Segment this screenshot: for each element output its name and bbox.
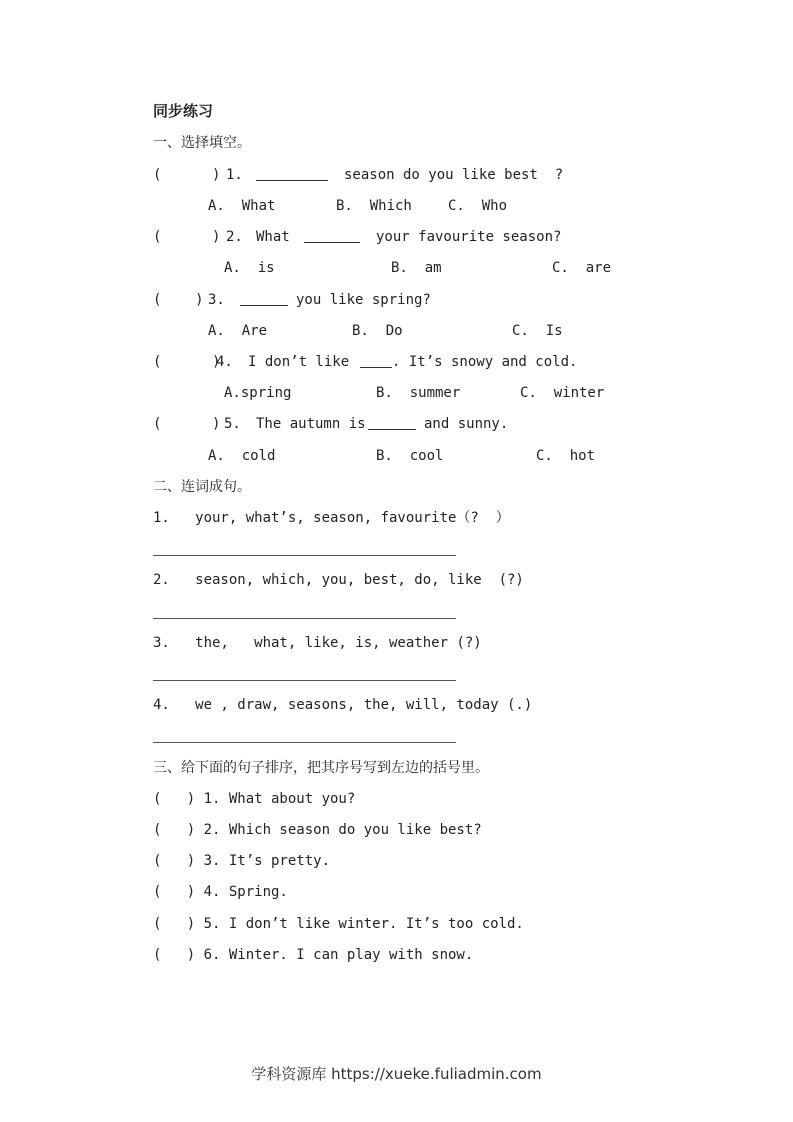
q1-option-b: B. Which [336, 198, 412, 214]
q5-option-b: B. cool [376, 448, 444, 464]
q5-text-after: and sunny. [424, 416, 509, 432]
q5-text-before: The autumn is [256, 416, 366, 432]
q2-option-a: A. is [224, 260, 275, 276]
section3-item-6: ( ) 6. Winter. I can play with snow. [153, 947, 474, 963]
q4-text-before: I don’t like [248, 354, 350, 370]
q4-option-a: A.spring [224, 385, 292, 401]
section1-heading: 一、选择填空。 [153, 135, 251, 151]
section3-item-3: ( ) 3. It’s pretty. [153, 853, 331, 869]
q2-text-after: your favourite season? [376, 229, 562, 245]
q3-number: 3. [208, 292, 225, 308]
section3-item-4: ( ) 4. Spring. [153, 884, 288, 900]
q5-number: 5. [224, 416, 241, 432]
q4-option-c: C. winter [520, 385, 605, 401]
q2-text-before: What [256, 229, 290, 245]
footer-source: 学科资源库 https://xueke.fuliadmin.com [251, 1065, 542, 1083]
section3-item-5: ( ) 5. I don’t like winter. It’s too cold. [153, 916, 524, 932]
page-title: 同步练习 [153, 102, 214, 120]
q3-blank[interactable] [240, 291, 288, 306]
q4-paren: ( ) [153, 354, 221, 370]
q1-number: 1. [226, 167, 243, 183]
q5-option-a: A. cold [208, 448, 276, 464]
q4-blank[interactable] [360, 353, 392, 368]
q4-number: 4. [216, 354, 233, 370]
q1-option-c: C. Who [448, 198, 508, 214]
section3-heading: 三、给下面的句子排序，把其序号写到左边的括号里。 [153, 760, 489, 776]
q4-option-b: B. summer [376, 385, 461, 401]
answer-line-4[interactable] [153, 742, 456, 743]
q3-option-b: B. Do [352, 323, 403, 339]
q3-text-after: you like spring? [296, 292, 431, 308]
q2-option-c: C. are [552, 260, 612, 276]
answer-line-1[interactable] [153, 555, 456, 556]
q3-option-c: C. Is [512, 323, 563, 339]
section2-item-4: 4. we , draw, seasons, the, will, today (.) [153, 697, 533, 713]
q2-paren: ( ) [153, 229, 221, 245]
section3-item-1: ( ) 1. What about you? [153, 791, 356, 807]
q5-blank[interactable] [368, 415, 416, 430]
q1-blank[interactable] [256, 166, 328, 181]
q2-number: 2. [226, 229, 243, 245]
section3-item-2: ( ) 2. Which season do you like best? [153, 822, 482, 838]
section2-item-1: 1. your, what’s, season, favourite（? ） [153, 510, 510, 526]
q5-paren: ( ) [153, 416, 221, 432]
q5-option-c: C. hot [536, 448, 596, 464]
q2-blank[interactable] [304, 228, 360, 243]
section2-item-2: 2. season, which, you, best, do, like (?) [153, 572, 524, 588]
q1-paren: ( ) [153, 167, 221, 183]
q3-option-a: A. Are [208, 323, 268, 339]
q4-text-after: . It’s snowy and cold. [392, 354, 578, 370]
answer-line-2[interactable] [153, 618, 456, 619]
section2-item-3: 3. the, what, like, is, weather (?) [153, 635, 482, 651]
answer-line-3[interactable] [153, 680, 456, 681]
q1-text-after: season do you like best ? [344, 167, 564, 183]
q3-paren: ( ) [153, 292, 204, 308]
section2-heading: 二、连词成句。 [153, 479, 251, 495]
q2-option-b: B. am [391, 260, 442, 276]
q1-option-a: A. What [208, 198, 276, 214]
